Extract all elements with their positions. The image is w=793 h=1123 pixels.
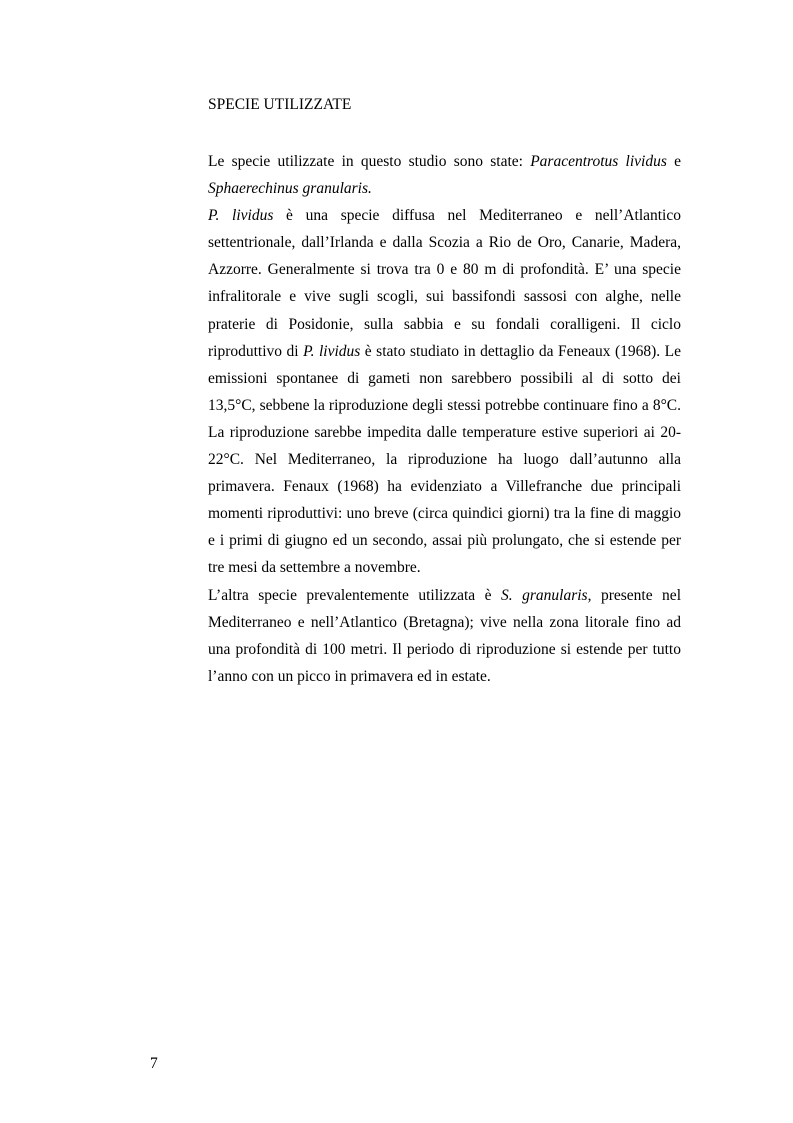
paragraph-species-intro xyxy=(208,148,681,202)
text-run: è stato studiato in dettaglio da Feneaux (1968). Le emissioni spontanee di gameti non sarebbero possibili al di sotto dei 13,5°C, sebbene la riproduzione degli stessi potrebbe continuare fino a 8°C. La riproduzione sarebbe impedita dalle temperature estive superiori ai 20-22°C. Nel Mediterraneo, la riproduzione ha luogo dall’autunno alla primavera. Fenaux (1968) ha evidenziato a Villefranche due principali momenti riproduttivi: uno breve (circa quindici giorni) tra la fine di maggio e i primi di giugno ed un secondo, assai più prolungato, che si estende per tre mesi da settembre a novembre. xyxy=(208,342,681,577)
species-name-italic: Paracentrotus lividus xyxy=(530,153,667,170)
species-name-italic: S. granularis xyxy=(501,586,588,604)
text-run: , presente nel Mediterraneo e nell’Atlantico (Bretagna); vive nella zona litorale fino ad una profondità di 100 metri. Il periodo di riproduzione si estende per tutto l’anno con un picco in primavera ed in estate. xyxy=(208,586,681,685)
text-run: Le specie utilizzate in questo studio sono state: xyxy=(208,153,531,170)
paragraph-p-lividus xyxy=(208,202,681,581)
page-number: 7 xyxy=(150,1055,158,1072)
paragraph-s-granularis xyxy=(208,582,681,690)
page-body xyxy=(208,95,681,690)
section-heading: SPECIE UTILIZZATE xyxy=(208,96,352,113)
species-name-italic: P. lividus xyxy=(208,207,274,225)
text-run: è una specie diffusa nel Mediterraneo e nell’Atlantico settentrionale, dall’Irlanda e dalla Scozia a Rio de Oro, Canarie, Madera, Azzorre. Generalmente si trova tra 0 e 80 m di profondità. E’ una specie infralitorale e vive sugli scogli, sui bassifondi sassosi con alghe, nelle praterie di Posidonie, sulla sabbia e su fondali coralligeni. Il ciclo riproduttivo di xyxy=(208,207,681,360)
text-run: e xyxy=(666,153,681,170)
text-run: L’altra specie prevalentemente utilizzata è xyxy=(208,586,501,604)
species-name-italic: Sphaerechinus granularis. xyxy=(208,180,372,198)
species-name-italic: P. lividus xyxy=(303,342,361,360)
